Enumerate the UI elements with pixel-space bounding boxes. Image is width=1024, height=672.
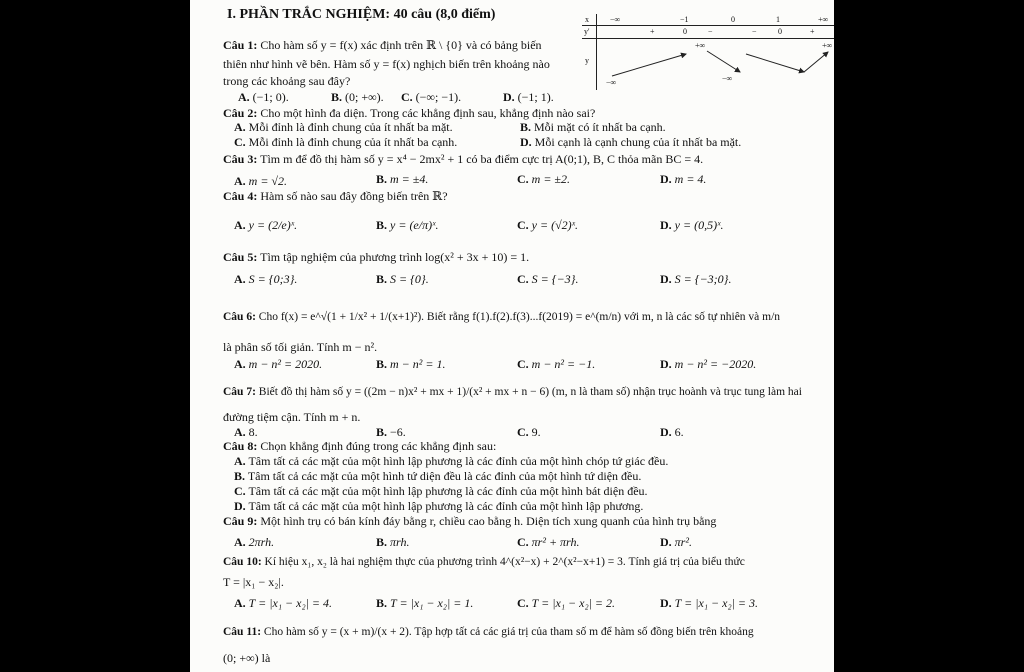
question-text: Biết đồ thị hàm số y = ((2m − n)x² + mx + 1)/(x² + mx + n − 6) (m, n là tham số) nhận trục hoành và trục tung làm hai bbox=[258, 386, 802, 398]
vt-x-value: 1 bbox=[776, 15, 780, 24]
question-text: Kí hiệu x₁, x₂ là hai nghiệm thực của phương trình 4^(x²−x) + 2^(x²−x+1) = 3. Tính giá trị của biểu thức bbox=[264, 556, 745, 568]
answer-option: B. πrh. bbox=[376, 535, 410, 549]
question-text: Hàm số nào sau đây đồng biến trên ℝ? bbox=[260, 189, 448, 203]
question-line bbox=[223, 152, 703, 166]
answer-option: C. S = {−3}. bbox=[517, 272, 579, 286]
question-label: Câu 2: bbox=[223, 106, 258, 120]
vt-arrows bbox=[582, 14, 834, 90]
answer-option: B. m − n² = 1. bbox=[376, 357, 446, 371]
answer-option: D. S = {−3;0}. bbox=[660, 272, 732, 286]
vt-x-label: x bbox=[585, 15, 589, 24]
answer-option: A. Tâm tất cả các mặt của một hình lập phương là các đỉnh của một hình chóp tứ giác đều. bbox=[234, 454, 669, 468]
vt-y-value: +∞ bbox=[695, 41, 706, 50]
question-text: đường tiệm cận. Tính m + n. bbox=[223, 410, 361, 424]
question-label: Câu 3: bbox=[223, 152, 258, 166]
answer-option: A. Mỗi đỉnh là đỉnh chung của ít nhất ba mặt. bbox=[234, 120, 453, 134]
question-label: Câu 11: bbox=[223, 626, 262, 638]
question-label: Câu 9: bbox=[223, 514, 258, 528]
question-line bbox=[223, 439, 496, 453]
answer-option: C. T = |x₁ − x₂| = 2. bbox=[517, 596, 616, 610]
question-label: Câu 10: bbox=[223, 556, 262, 568]
question-line bbox=[223, 555, 745, 569]
answer-option: A. 2πrh. bbox=[234, 535, 275, 549]
answer-option: A. S = {0;3}. bbox=[234, 272, 298, 286]
answer-option: B. S = {0}. bbox=[376, 272, 429, 286]
vt-sign: + bbox=[650, 27, 655, 36]
answer-option: B. Tâm tất cả các mặt của một hình tứ diện đều là các đỉnh của một hình tứ diện đều. bbox=[234, 469, 642, 483]
answer-option: C. Tâm tất cả các mặt của một hình lập phương là các đỉnh của một hình bát diện đều. bbox=[234, 484, 648, 498]
question-line bbox=[223, 189, 448, 203]
question-text: Tìm tập nghiệm của phương trình log(x² + 3x + 10) = 1. bbox=[260, 250, 530, 264]
question-text: Cho f(x) = e^√(1 + 1/x² + 1/(x+1)²). Biết rằng f(1).f(2).f(3)...f(2019) = e^(m/n) với m, n là các số tự nhiên và m/n bbox=[258, 311, 781, 323]
question-label: Câu 8: bbox=[223, 439, 258, 453]
answer-option: D. m = 4. bbox=[660, 172, 707, 186]
answer-option: D. Mỗi cạnh là cạnh chung của ít nhất ba mặt. bbox=[520, 135, 742, 149]
vt-arrow-up bbox=[612, 54, 686, 76]
question-text: (0; +∞) là bbox=[223, 651, 271, 665]
answer-option: D. m − n² = −2020. bbox=[660, 357, 757, 371]
answer-option: D. y = (0,5)ˣ. bbox=[660, 218, 724, 232]
answer-option: C. Mỗi đỉnh là đỉnh chung của ít nhất ba cạnh. bbox=[234, 135, 458, 149]
vt-y-value: −∞ bbox=[722, 74, 733, 83]
answer-option: C. (−∞; −1). bbox=[401, 90, 462, 104]
answer-option: B. (0; +∞). bbox=[331, 90, 384, 104]
vt-x-value: −1 bbox=[680, 15, 689, 24]
question-text: Tìm m để đồ thị hàm số y = x⁴ − 2mx² + 1 có ba điểm cực trị A(0;1), B, C thỏa mãn BC = 4. bbox=[260, 152, 704, 166]
vt-arrow-down bbox=[746, 54, 804, 72]
question-label: Câu 4: bbox=[223, 189, 258, 203]
section-title: I. PHẦN TRẮC NGHIỆM: 40 câu (8,0 điểm) bbox=[227, 7, 496, 22]
question-text: trong các khoảng sau đây? bbox=[223, 74, 351, 88]
answer-option: C. y = (√2)ˣ. bbox=[517, 218, 579, 232]
answer-option: B. Mỗi mặt có ít nhất ba cạnh. bbox=[520, 120, 666, 134]
vt-x-value: −∞ bbox=[610, 15, 621, 24]
vt-arrow-down bbox=[707, 51, 740, 72]
vt-y-value: +∞ bbox=[822, 41, 833, 50]
answer-option: D. (−1; 1). bbox=[503, 90, 554, 104]
question-text: thiên như hình vẽ bên. Hàm số y = f(x) nghịch biến trên khoảng nào bbox=[223, 57, 550, 71]
answer-option: D. πr². bbox=[660, 535, 692, 549]
answer-option: A. 8. bbox=[234, 425, 258, 439]
answer-option: D. Tâm tất cả các mặt của một hình lập phương là các đỉnh của một hình lập phương. bbox=[234, 499, 644, 513]
vt-yprime-label: y' bbox=[584, 27, 590, 36]
question-label: Câu 7: bbox=[223, 386, 256, 398]
exam-page bbox=[190, 0, 834, 672]
answer-option: A. T = |x₁ − x₂| = 4. bbox=[234, 596, 333, 610]
vt-sign: 0 bbox=[683, 27, 687, 36]
answer-option: B. y = (e/π)ˣ. bbox=[376, 218, 439, 232]
question-label: Câu 1: bbox=[223, 38, 258, 52]
answer-option: A. (−1; 0). bbox=[238, 90, 289, 104]
answer-option: D. T = |x₁ − x₂| = 3. bbox=[660, 596, 759, 610]
question-line bbox=[223, 310, 780, 324]
question-line bbox=[223, 385, 802, 399]
answer-option: C. m = ±2. bbox=[517, 172, 571, 186]
vt-x-value: +∞ bbox=[818, 15, 829, 24]
question-line bbox=[223, 514, 716, 528]
question-line bbox=[223, 250, 529, 264]
vt-y-label: y bbox=[585, 56, 589, 65]
question-label: Câu 5: bbox=[223, 250, 258, 264]
vt-sign: − bbox=[752, 27, 757, 36]
vt-sign: 0 bbox=[778, 27, 782, 36]
answer-option: C. m − n² = −1. bbox=[517, 357, 596, 371]
vt-y-value: −∞ bbox=[606, 78, 617, 87]
question-text: là phân số tối giản. Tính m − n². bbox=[223, 340, 378, 354]
answer-option: B. T = |x₁ − x₂| = 1. bbox=[376, 596, 474, 610]
question-line bbox=[223, 625, 754, 639]
answer-option: A. m = √2. bbox=[234, 174, 288, 188]
answer-option: D. 6. bbox=[660, 425, 684, 439]
question-text: T = |x₁ − x₂|. bbox=[223, 575, 284, 589]
question-text: Cho hàm số y = f(x) xác định trên ℝ \ {0} và có bảng biến bbox=[260, 38, 542, 52]
question-line bbox=[223, 38, 542, 52]
vt-arrow-up bbox=[804, 52, 828, 72]
vt-x-value: 0 bbox=[731, 15, 735, 24]
question-label: Câu 6: bbox=[223, 311, 256, 323]
variation-table bbox=[582, 14, 834, 90]
vt-sign: + bbox=[810, 27, 815, 36]
question-text: Cho một hình đa diện. Trong các khẳng định sau, khẳng định nào sai? bbox=[260, 106, 596, 120]
question-text: Một hình trụ có bán kính đáy bằng r, chiều cao bằng h. Diện tích xung quanh của hình trụ bằng bbox=[260, 514, 717, 528]
answer-option: B. m = ±4. bbox=[376, 172, 429, 186]
answer-option: B. −6. bbox=[376, 425, 406, 439]
question-text: Cho hàm số y = (x + m)/(x + 2). Tập hợp tất cả các giá trị của tham số m để hàm số đồng biến trên khoảng bbox=[263, 626, 754, 638]
answer-option: A. y = (2/e)ˣ. bbox=[234, 218, 298, 232]
answer-option: A. m − n² = 2020. bbox=[234, 357, 323, 371]
question-text: Chọn khẳng định đúng trong các khẳng định sau: bbox=[260, 439, 497, 453]
answer-option: C. πr² + πrh. bbox=[517, 535, 580, 549]
question-line bbox=[223, 106, 595, 120]
vt-sign: − bbox=[708, 27, 713, 36]
answer-option: C. 9. bbox=[517, 425, 541, 439]
